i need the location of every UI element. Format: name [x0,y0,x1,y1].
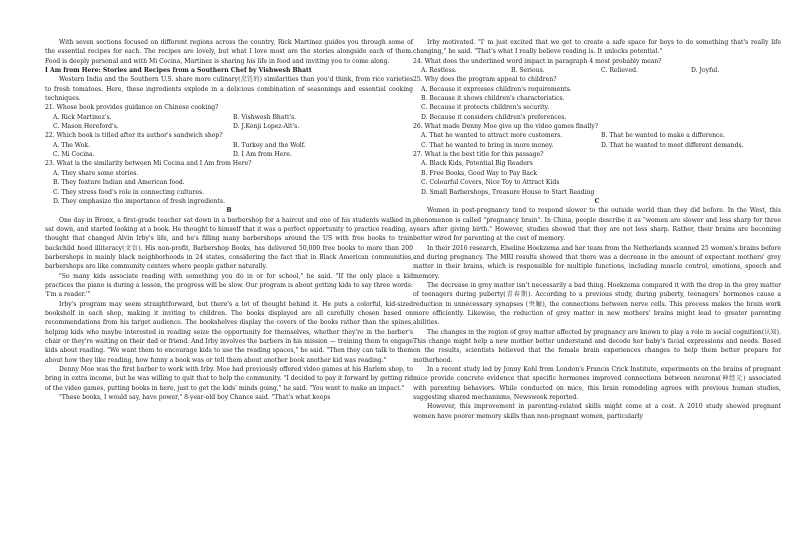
q25-option-a: A. Because it expresses children's requirements. [421,85,572,93]
question-26: 26. What made Denny Moe give up the video games finally? [413,123,599,131]
section-b-label: B [226,207,232,215]
passage-b-continuation: Irby motivated. "I' m just excited that we get to create a safe space for boys to do something that's really life changing," he said. "That's what I really believe reading is. It unlocks potential." [413,39,781,56]
q27-option-c: C. Colourful Covers, Nice Toy to Attract Kids [421,179,560,187]
passage-b-paragraph-1: One day in Bronx, a first-grade teacher sat down in a barbershop for a haircut and one of his students walked in, sat down, and started looking at a book. He thought to himself that it was a perfect opportunity to practice reading, a thought that changed Alvin Irby's life, and he's filling many barbershops around the US with free books to train backchild hood illiteracy(文盲). His non-profit, Barbershop Books, has delivered 50,000 free books to more than 200 barbershops in mainly black neighborhoods in 24 states, considering the fact that in Black American communities, barbershops are like community centers where people gather naturally. [45,216,413,271]
q27-option-b: B. Free Books, Good Way to Pay Back [421,169,538,177]
passage-b-paragraph-2: "So many kids associate reading with something you do in or for school," he said. "If the only place a kid practices the piano is during a lesson, the progress will be slow. Our program is about getting kids to say three words: 'I'm a reader.'" [45,272,413,299]
q26-option-c: C. That he wanted to bring in more money. [421,141,554,149]
q26-option-d: D. That he wanted to meet different demands. [601,141,744,149]
q23-option-d: D. They emphasize the importance of fresh ingredients. [53,197,226,205]
q21-option-d: D. J.Kenji Lopez-Alt's. [233,123,300,131]
section-c-label: C [594,197,600,205]
question-25: 25. Why does the program appeal to children? [413,76,557,84]
q24-option-d: D. Joyful. [691,67,720,75]
q23-option-a: A. They share some stories. [53,169,139,177]
q21-option-b: B. Vishwesh Bhatt's. [233,113,297,121]
passage-c-paragraph-2: In their 2016 research, Elseline Hoekzema and her team from the Netherlands scanned 25 women's brains before and during pregnancy. The MRI results showed that there was a decrease in the amount of expectant mothers' grey matter in their brains, which is responsible for multiple functions, including muscle control, emotions, speech and memory. [413,244,781,280]
passage-b-paragraph-3: Irby's program may seem straightforward, but there's a lot of thought behind it. He puts a colorful, kid-sized bookshelf in each shop, making it inviting to children. The books displayed are all carefully chosen based on recommendations from his target audience. The bookshelves display the covers of the books rather than the spines, helping kids who maybe interested in reading seize the opportunity for themselves, whether they're in the barber's chair or they're waiting on their dad or friend. And Irby involves the barbers in his mission — training them to engage kids about reading. "We want them to encourage kids to use the reading spaces," he said. "Then they can talk to them about how they like reading, how funny a book was or tell them about another book another kid was reading." [45,300,413,364]
passage-c-paragraph-4: The changes in the region of grey matter affected by pregnancy are known to play a role in social cognition(认知). This change might help a new mother better understand and decode her baby's facial expressions and needs. Based on the results, scientists believed that the female brain experiences changes to help them better prepare for motherhood. [413,328,781,364]
q27-option-a: A. Black Kids, Potential Big Readers [421,160,533,168]
q24-option-b: B. Serious. [511,67,545,75]
q22-option-b: B. Turkey and the Wolf. [233,141,306,149]
q21-option-c: C. Mason Hereford's. [53,123,119,131]
q25-option-d: D. Because it considers children's preferences. [421,113,567,121]
question-26-options-row-2 [413,141,781,150]
book-paragraph-i-am-from-here: Western India and the Southern U.S. share more culinary(烹饪的) similarities than you'd think, from rice varieties to fresh tomatoes. Here, these ingredients explode in a delicious combination of seasonings and essential cooking techniques. [45,76,413,103]
question-23: 23. What is the similarity between Mi Cocina and I Am from Here? [45,160,252,168]
q27-option-d: D. Small Barbershops, Treasure House to Start Reading [421,188,595,196]
q22-option-a: A. The Wok. [53,141,90,149]
q22-option-c: C. Mi Cocina. [53,151,95,159]
right-column [413,38,781,421]
question-27: 27. What is the best title for this passage? [413,151,544,159]
book-heading-i-am-from-here: I Am from Here: Stories and Recipes from a Southern Chef by Vishwesh Bhatt [45,67,312,75]
question-24: 24. What does the underlined word impact in paragraph 4 most probably mean? [413,57,662,65]
question-24-options [413,66,781,75]
q24-option-a: A. Restless. [421,67,457,75]
intro-paragraph: With seven sections focused on different regions across the country, Rick Martinez guides you through some of the essential recipes for each. The recipes are lovely, but what I love most are the stories alongside each of them. Food is deeply personal and with Mi Cocina, Martinez is sharing his life in food and inviting you to come along. [45,39,413,65]
question-22-options-row-2 [45,150,413,159]
q25-option-c: C. Because it protects children's security. [421,104,550,112]
q25-option-b: B. Because it shows children's characteristics. [421,95,565,103]
passage-c-paragraph-1: Women in post-pregnancy tend to respond slower to the outside world than they did before. In the West, this phenomenon is called "pregnancy brain". In China, people describe it as "women are slower and less sharp for three years after giving birth." However, studies showed that they are not less sharp. Rather, their brains are becoming better wired for parenting at the cost of memory. [413,207,781,243]
left-column [45,38,413,402]
question-22-options-row-1 [45,141,413,150]
question-21-options-row-2 [45,122,413,131]
passage-b-paragraph-4: Denny Moe was the first barber to work with Irby. Moe had previously offered video games at his Harlem shop, to bring in extra income, but he was willing to quit that to help the community. "I decided to pay it forward by getting rid of the video games, putting books in here, just to get the kids' minds going," he said. "You want to make an impact." [45,366,413,392]
question-21-options-row-1 [45,113,413,122]
passage-c-paragraph-3: The decrease in grey matter isn't necessarily a bad thing. Hoekzema compared it with the drop in the grey matter of teenagers during puberty(青春期). According to a previous study, during puberty, teenagers' hormones cause a reduction in unnecessary synapses (突触), the connections between nerve cells. This process makes the brain work more efficiently. Likewise, the reduction of grey matter in new mothers' brains might lead to greater parenting abilities. [413,281,781,327]
question-22: 22. Which book is titled after its author's sandwich shop? [45,132,223,140]
q22-option-d: D. I Am from Here. [233,151,292,159]
q26-option-b: B. That he wanted to make a difference. [601,132,725,140]
q23-option-b: B. They feature Indian and American food. [53,179,185,187]
question-21: 21. Whose book provides guidance on Chinese cooking? [45,104,219,112]
q23-option-c: C. They stress food's role in connecting cultures. [53,188,205,196]
q24-option-c: C. Relieved. [601,67,638,75]
passage-c-paragraph-6: However, this improvement in parenting-related skills might come at a cost. A 2010 study showed pregnant women have poorer memory skills than non-pregnant women, particularly [413,403,781,420]
q26-option-a: A. That he wanted to attract more customers. [421,132,563,140]
passage-c-paragraph-5: In a recent study led by Jonny Kohl from London's Francis Crick Institute, experiments on the brains of pregnant mice provide concrete evidence that specific hormones improved connections between neurons(神经元) associated with parenting behaviors. While conducted on mice, this brain remodeling agrees with previous human studies, suggesting shared mechanisms, Newsweek reported. [413,366,781,402]
q21-option-a: A. Rick Martinez's. [53,113,112,121]
question-26-options-row-1 [413,131,781,140]
passage-b-paragraph-5: "These books, I would say, have power," 8-year-old boy Chance said. "That's what keeps [59,394,331,402]
